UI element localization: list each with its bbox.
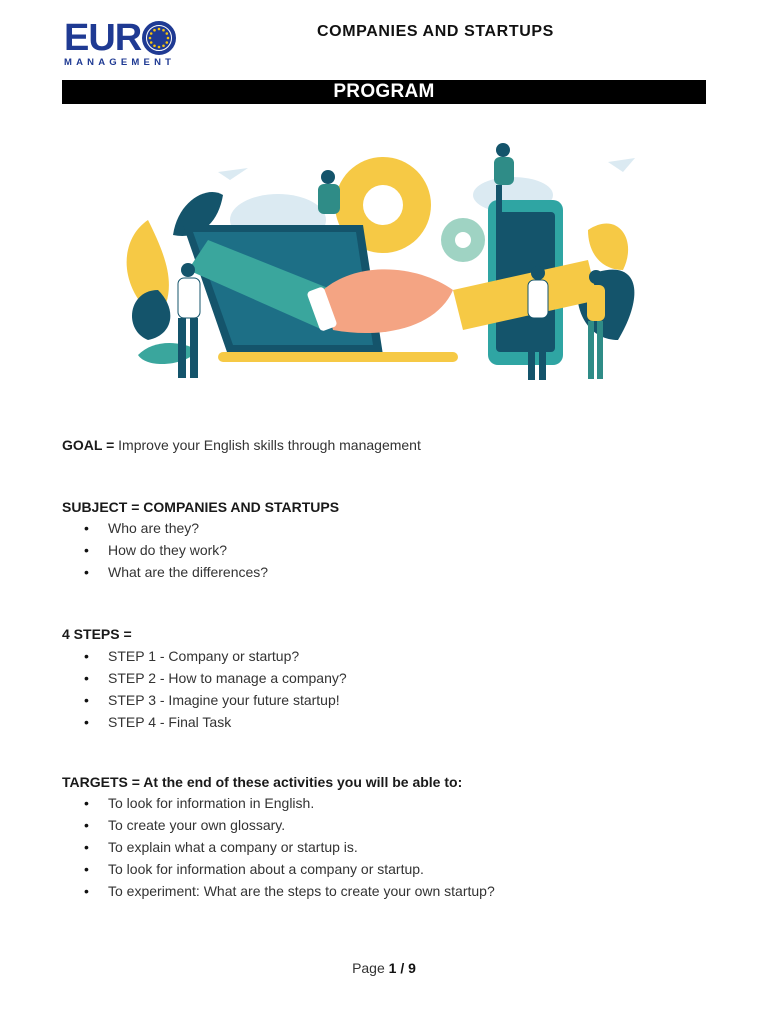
banner-title: PROGRAM	[333, 81, 435, 102]
page-current: 1	[388, 960, 397, 976]
list-item: • STEP 2 - How to manage a company?	[84, 667, 347, 689]
list-item: • STEP 1 - Company or startup?	[84, 645, 347, 667]
steps-list	[84, 645, 347, 733]
list-item: • To create your own glossary.	[84, 814, 495, 836]
steps-heading: 4 STEPS =	[62, 626, 132, 642]
page-prefix: Page	[352, 960, 385, 976]
page-separator: /	[400, 960, 405, 976]
page-number	[0, 960, 768, 976]
targets-heading: TARGETS = At the end of these activities you will be able to:	[62, 774, 463, 790]
list-item: • How do they work?	[84, 539, 268, 561]
subject-heading: SUBJECT = COMPANIES AND STARTUPS	[62, 499, 340, 515]
list-item: • STEP 3 - Imagine your future startup!	[84, 689, 347, 711]
goal-text: Improve your English skills through management	[118, 437, 421, 453]
list-item: • STEP 4 - Final Task	[84, 711, 347, 733]
eu-stars-circle-icon	[142, 21, 176, 55]
targets-list	[84, 792, 495, 902]
logo-wordmark: EUR	[64, 17, 142, 59]
subject-list	[84, 517, 268, 583]
logo-subtitle: MANAGEMENT	[64, 57, 176, 68]
list-item: • What are the differences?	[84, 561, 268, 583]
list-item: • To experiment: What are the steps to create your own startup?	[84, 880, 495, 902]
program-banner	[62, 80, 706, 104]
header-title: COMPANIES AND STARTUPS	[317, 23, 554, 40]
page-total: 9	[408, 960, 416, 976]
goal-label: GOAL =	[62, 437, 115, 453]
list-item: • Who are they?	[84, 517, 268, 539]
list-item: • To look for information about a company or startup.	[84, 858, 495, 880]
list-item: • To explain what a company or startup is.	[84, 836, 495, 858]
list-item: • To look for information in English.	[84, 792, 495, 814]
goal-line	[62, 437, 421, 453]
euro-management-logo	[64, 17, 194, 70]
handshake-illustration	[118, 140, 650, 390]
